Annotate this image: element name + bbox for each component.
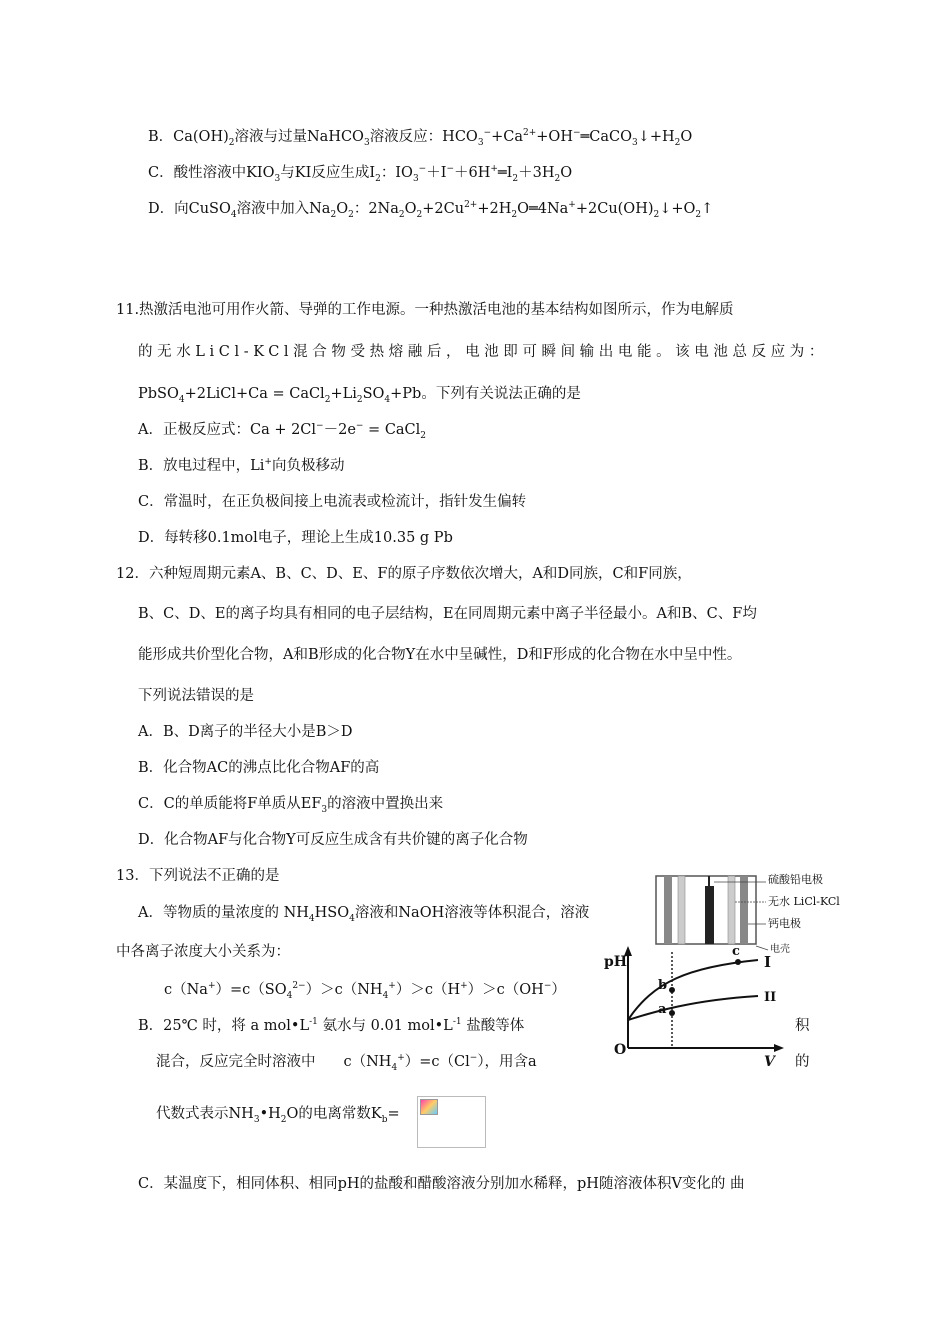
q10-option-c: C．酸性溶液中$KIO_3$与KI反应生成$I_2$：$IO_3^-+I^-+6H^+═I_2+3H_2O$ [148,164,573,184]
q11-option-d: D．每转移0.1mol电子，理论上生成10.35 g Pb [138,530,453,546]
battery-label-electrolyte: 无水 LiCl-KCl [768,895,840,908]
curve-ii [628,996,758,1020]
q13-option-a-inequality: $c(Na^+)=c(SO_4^{2-})>c(NH_4^+)>c(H^+)>c(OH^-)$ [164,981,566,1001]
x-axis-arrow-icon [774,1044,784,1052]
q12-stem-line2: B、C、D、E的离子均具有相同的电子层结构，E在同周期元素中离子半径最小。A和B、C、F均 [138,606,757,622]
q13-option-b-line1-end: 积 [795,1018,810,1034]
battery-label-lead-sulfate: 硫酸铅电极 [768,873,823,886]
q11-stem-line3: PbSO$_4$+2LiCl+Ca = $CaCl_2+Li_2SO_4+Pb$。下列有关说法正确的是 [138,386,581,405]
q11-option-a: A．正极反应式：Ca + 2Cl−－2e− = CaCl$_2$ [138,421,427,441]
q11-stem-line1: 11.热激活电池可用作火箭、导弹的工作电源。一种热激活电池的基本结构如图所示，作为电解质 [116,302,734,318]
point-a [669,1010,675,1016]
ph-curve-graph [598,872,838,1092]
point-b-label: b [658,978,668,993]
figure-area [598,872,838,1092]
q10-option-d: D．向CuSO$_4$溶液中加入$Na_2O_2$：$2Na_2O_2+2Cu^{2+}+2H_2O═4Na^++2Cu(OH)_2↓+O_2↑$ [148,200,714,220]
point-a-label: a [658,1002,667,1017]
curve-i-label: I [764,953,772,971]
q13-option-a-line1: A．等物质的量浓度的 $NH_4HSO_4$溶液和NaOH溶液等体积混合，溶液 [138,905,590,924]
q13-option-b-line1: B．25℃ 时，将 a $mol•L^{-1}$ 氨水与 0.01 $mol•L^{-1}$ 盐酸等体 [138,1017,525,1034]
q11-option-b: B．放电过程中，Li+向负极移动 [138,457,345,474]
q12-option-d: D．化合物AF与化合物Y可反应生成含有共价键的离子化合物 [138,832,528,848]
q11-option-c: C．常温时，在正负极间接上电流表或检流计，指针发生偏转 [138,494,527,510]
broken-image-icon [420,1099,438,1115]
point-c-label: c [732,944,740,959]
q13-stem: 13．下列说法不正确的是 [116,868,280,884]
q12-stem-line4: 下列说法错误的是 [138,688,254,704]
q13-option-c-line1: C．某温度下，相同体积、相同pH的盐酸和醋酸溶液分别加水稀释，pH随溶液体积V变化的 曲 [138,1176,745,1192]
point-b [669,987,675,993]
q12-option-b: B．化合物AC的沸点比化合物AF的高 [138,760,380,776]
q13-option-a-line2: 中各离子浓度大小关系为： [116,944,290,960]
q11-stem-line2: 的无水LiCl-KCl混合物受热熔融后，电池即可瞬间输出电能。该电池总反应为： [138,344,828,360]
curve-ii-label: II [764,990,777,1005]
battery-label-calcium: 钙电极 [768,917,801,930]
q12-option-a: A．B、D离子的半径大小是B＞D [138,724,353,740]
curve-i [628,960,758,1020]
q13-option-b-line2-end: 的 [795,1054,810,1070]
q12-stem-line1: 12．六种短周期元素A、B、C、D、E、F的原子序数依次增大，A和D同族，C和F同族， [116,566,692,582]
q13-option-b-line2: 混合，反应完全时溶液中 $c(NH_4^+)=c(Cl^-)$，用含a [156,1053,537,1073]
v-axis-label: V [764,1054,775,1070]
kb-formula-image-placeholder [417,1096,486,1148]
ph-axis-label: pH [604,954,628,970]
q10-option-b: B．$Ca(OH)_2$溶液与过量NaHCO$_3$溶液反应：$HCO_3^-+Ca^{2+}+OH^-═CaCO_3↓+H_2O$ [148,128,693,148]
origin-label: O [614,1042,627,1058]
battery-label-shell: 电壳 [770,944,790,955]
q12-stem-line3: 能形成共价型化合物，A和B形成的化合物Y在水中呈碱性，D和F形成的化合物在水中呈中性。 [138,647,742,663]
q13-option-b-line3: 代数式表示$NH_3•H_2O$的电离常数$K_b=$ [156,1106,400,1125]
q12-option-c: C．C的单质能将F单质从$EF_3$的溶液中置换出来 [138,796,444,815]
